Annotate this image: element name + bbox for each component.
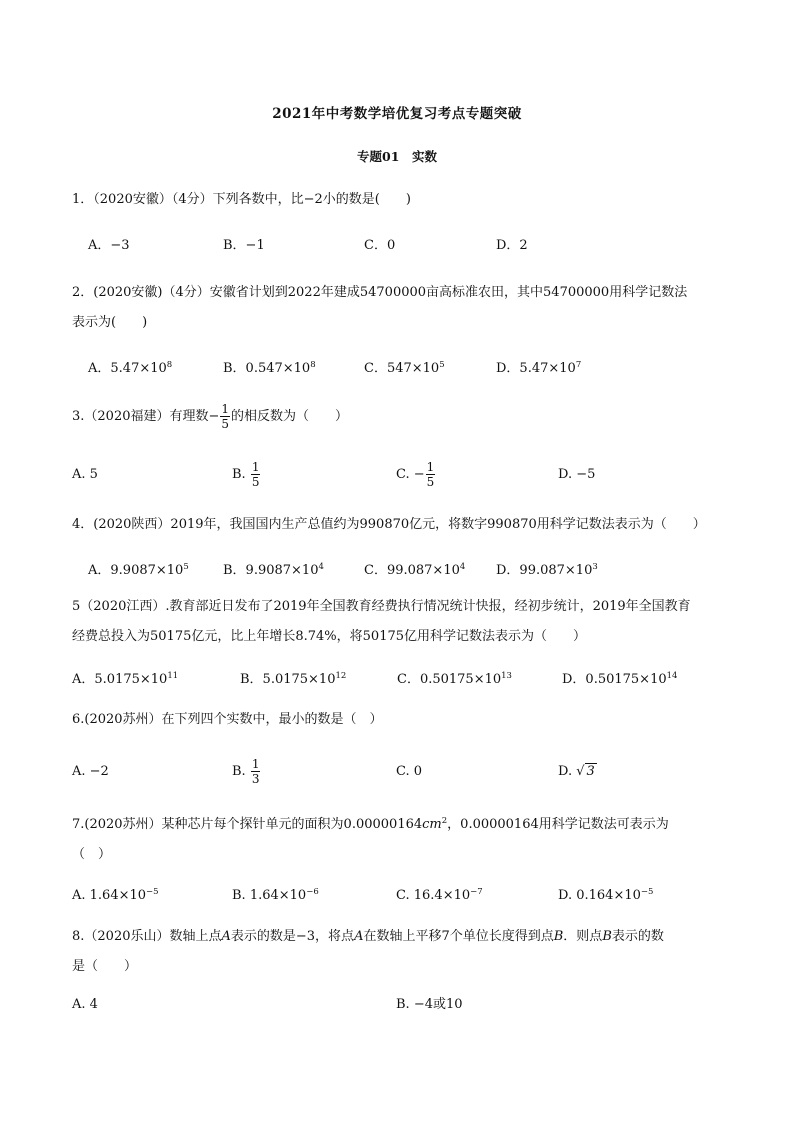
option-d-label: D. (558, 764, 573, 779)
option-a: A. −2 (72, 764, 109, 779)
option-a-base: A．5.0175×10 (72, 672, 168, 687)
fraction-denominator: 5 (251, 475, 260, 489)
option-d: D. −5 (558, 467, 596, 482)
option-d-exponent: 14 (666, 671, 678, 681)
question-7-text-a: 7.(2020苏州）某种芯片每个探针单元的面积为0.00000164 (72, 817, 423, 832)
option-d-base: D．5.47×10 (496, 361, 576, 376)
option-d-exponent: −5 (640, 887, 654, 897)
option-b-label: B. (232, 467, 246, 482)
option-c (397, 665, 512, 695)
option-c-base: C．99.087×10 (364, 563, 460, 578)
fraction-denominator: 3 (251, 772, 260, 786)
fraction-numerator: 1 (251, 460, 260, 474)
option-c-exponent: 13 (501, 671, 512, 681)
question-7-options (0, 881, 794, 911)
option-a (88, 354, 172, 384)
option-a-base: A. 1.64×10 (72, 888, 147, 903)
option-b (240, 665, 346, 695)
option-d (562, 665, 677, 695)
fraction (426, 460, 436, 489)
option-d: D．2 (496, 238, 528, 253)
point-b-label: B (553, 929, 564, 944)
fraction-numerator: 1 (221, 402, 230, 416)
question-3-suffix: 的相反数为（ ） (231, 409, 349, 424)
question-7 (72, 810, 732, 870)
option-c: C．0 (364, 238, 396, 253)
option-b-label: B. (232, 764, 246, 779)
option-d-base: D．0.50175×10 (562, 672, 667, 687)
option-c-label: C. − (396, 467, 425, 482)
square-root-radicand: 3 (586, 764, 595, 779)
question-4: 4．(2020陕西）2019年，我国国内生产总值约为990870亿元，将数字990870用科学记数法表示为（ ） (72, 517, 706, 532)
option-a: A. 4 (72, 997, 98, 1012)
option-b (223, 354, 316, 384)
point-b-label: B (602, 929, 612, 944)
option-d-exponent: 7 (575, 360, 582, 370)
question-5-line-1: 5（2020江西）.教育部近日发布了2019年全国教育经费执行情况统计快报，经初步统计，2019年全国教育 (72, 599, 691, 614)
question-7-text-b: ，0.00000164用科学记数法可表示为 (447, 817, 669, 832)
question-5 (72, 592, 732, 652)
question-8-text-a: 8.（2020乐山）数轴上点 (72, 929, 222, 944)
fraction-denominator: 5 (221, 417, 230, 431)
option-c-base: C．547×10 (364, 361, 440, 376)
page-title: 2021年中考数学培优复习考点专题突破 (272, 106, 522, 122)
option-d (496, 354, 581, 384)
question-7-line-1 (72, 810, 732, 840)
option-b-base: B. 1.64×10 (232, 888, 307, 903)
option-a: A．−3 (88, 238, 130, 253)
question-3 (72, 402, 732, 432)
option-c-exponent: 5 (439, 360, 445, 370)
question-2-line-2: 表示为( ) (72, 315, 148, 330)
fraction (220, 402, 230, 431)
option-d (558, 881, 653, 911)
question-7-unit-exponent: 2 (441, 816, 448, 826)
fraction-denominator: 5 (426, 475, 435, 489)
question-6-options (0, 757, 794, 787)
option-b: B．−1 (223, 238, 265, 253)
option-c: C. 0 (396, 764, 423, 779)
fraction-numerator: 1 (251, 757, 260, 771)
point-a-label: A (221, 929, 231, 944)
option-b-base: B．5.0175×10 (240, 672, 336, 687)
question-8-line-1 (72, 922, 732, 952)
option-a-exponent: 5 (183, 562, 189, 572)
option-b (232, 460, 261, 490)
question-6: 6.(2020苏州）在下列四个实数中，最小的数是（ ） (72, 712, 383, 727)
option-c-base: C．0.50175×10 (397, 672, 502, 687)
option-b-exponent: 4 (318, 562, 324, 572)
option-b-exponent: 8 (310, 360, 316, 370)
question-8-options (0, 990, 794, 1020)
option-a-base: A．9.9087×10 (88, 563, 184, 578)
question-2-options (0, 354, 794, 384)
option-d-base: D. 0.164×10 (558, 888, 641, 903)
option-b (232, 881, 319, 911)
option-c (396, 460, 436, 490)
question-3-prefix: 3.（2020福建）有理数− (72, 409, 220, 424)
option-c (364, 556, 465, 586)
option-a (72, 665, 178, 695)
option-a-exponent: −5 (146, 887, 159, 897)
question-7-line-2: （ ） (72, 847, 112, 862)
question-2-line-1: 2．(2020安徽)（4分）安徽省计划到2022年建成54700000亩高标准农田，其中54700000用科学记数法 (72, 285, 688, 300)
option-a: A. 5 (72, 467, 98, 482)
option-b: B. −4或10 (396, 997, 463, 1012)
option-b-exponent: 12 (335, 671, 347, 681)
option-a (72, 881, 159, 911)
option-b-base: B．0.547×10 (223, 361, 311, 376)
option-c-exponent: −7 (470, 887, 483, 897)
page-subtitle: 专题01 实数 (357, 149, 437, 164)
option-c-exponent: 4 (459, 562, 466, 572)
question-7-unit: cm (422, 817, 442, 832)
fraction (251, 757, 261, 786)
option-d-base: D．99.087×10 (496, 563, 593, 578)
fraction-numerator: 1 (426, 460, 435, 474)
question-5-options (0, 665, 794, 695)
question-8-line-2: 是（ ） (72, 959, 138, 974)
question-8 (72, 922, 732, 982)
option-a-base: A．5.47×10 (88, 361, 167, 376)
question-8-text-c: 表示的数是−3，将点 (230, 929, 355, 944)
question-8-text-g: ．则点 (563, 929, 603, 944)
question-1-options (0, 231, 794, 261)
option-c (364, 354, 445, 384)
question-8-text-e: 在数轴上平移7个单位长度得到点 (363, 929, 554, 944)
option-b (232, 757, 261, 787)
option-a (88, 556, 189, 586)
question-4-options (0, 556, 794, 586)
option-a-exponent: 8 (166, 360, 173, 370)
square-root: √ 3 (576, 764, 595, 779)
option-b (223, 556, 324, 586)
question-3-options (0, 460, 794, 490)
option-a-exponent: 11 (167, 671, 179, 681)
question-8-text-i: 表示的数 (611, 929, 664, 944)
option-b-base: B．9.9087×10 (223, 563, 319, 578)
option-d-exponent: 3 (592, 562, 598, 572)
option-c-base: C. 16.4×10 (396, 888, 471, 903)
question-2 (72, 278, 732, 338)
option-b-exponent: −6 (306, 887, 319, 897)
option-c (396, 881, 483, 911)
option-d (558, 757, 597, 787)
question-1: 1．（2020安徽）（4分）下列各数中，比−2小的数是( ) (72, 192, 411, 207)
question-5-line-2: 经费总投入为50175亿元，比上年增长8.74%，将50175亿用科学记数法表示为（ ） (72, 629, 587, 644)
option-d (496, 556, 598, 586)
fraction (251, 460, 261, 489)
point-a-label: A (354, 929, 364, 944)
